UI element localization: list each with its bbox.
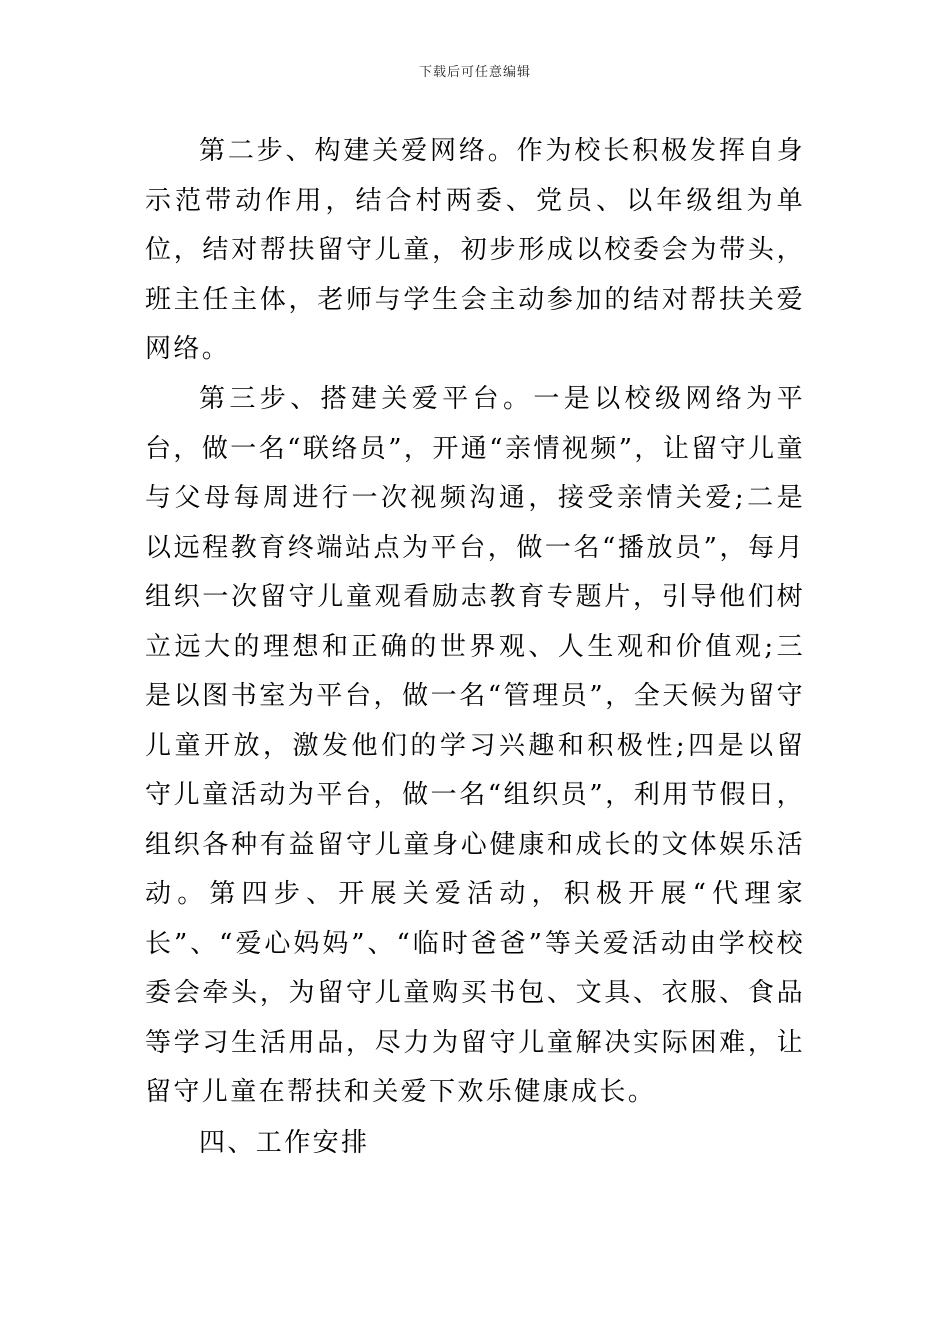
- paragraph-step-two: 第二步、构建关爱网络。作为校长积极发挥自身示范带动作用，结合村两委、党员、以年级组为单位，结对帮扶留守儿童，初步形成以校委会为带头，班主任主体，老师与学生会主动参加的结对帮扶关爱网络。: [145, 136, 805, 364]
- page-header: 下载后可任意编辑: [418, 65, 531, 80]
- paragraph-step-three: 第三步、搭建关爱平台。一是以校级网络为平台，做一名“联络员”，开通“亲情视频”，让留守儿童与父母每周进行一次视频沟通，接受亲情关爱;二是以远程教育终端站点为平台，做一名“播放员”，每月组织一次留守儿童观看励志教育专题片，引导他们树立远大的理想和正确的世界观、人生观和价值观;三是以图书室为平台，做一名“管理员”，全天候为留守儿童开放，激发他们的学习兴趣和积极性;四是以留守儿童活动为平台，做一名“组织员”，利用节假日，组织各种有益留守儿童身心健康和成长的文体娱乐活动。第四步、开展关爱活动，积极开展“代理家长”、“爱心妈妈”、“临时爸爸”等关爱活动由学校校委会牵头，为留守儿童购买书包、文具、衣服、食品等学习生活用品，尽力为留守儿童解决实际困难，让留守儿童在帮扶和关爱下欢乐健康成长。: [145, 384, 805, 1107]
- section-heading-work-arrangement: 四、工作安排: [199, 1128, 370, 1158]
